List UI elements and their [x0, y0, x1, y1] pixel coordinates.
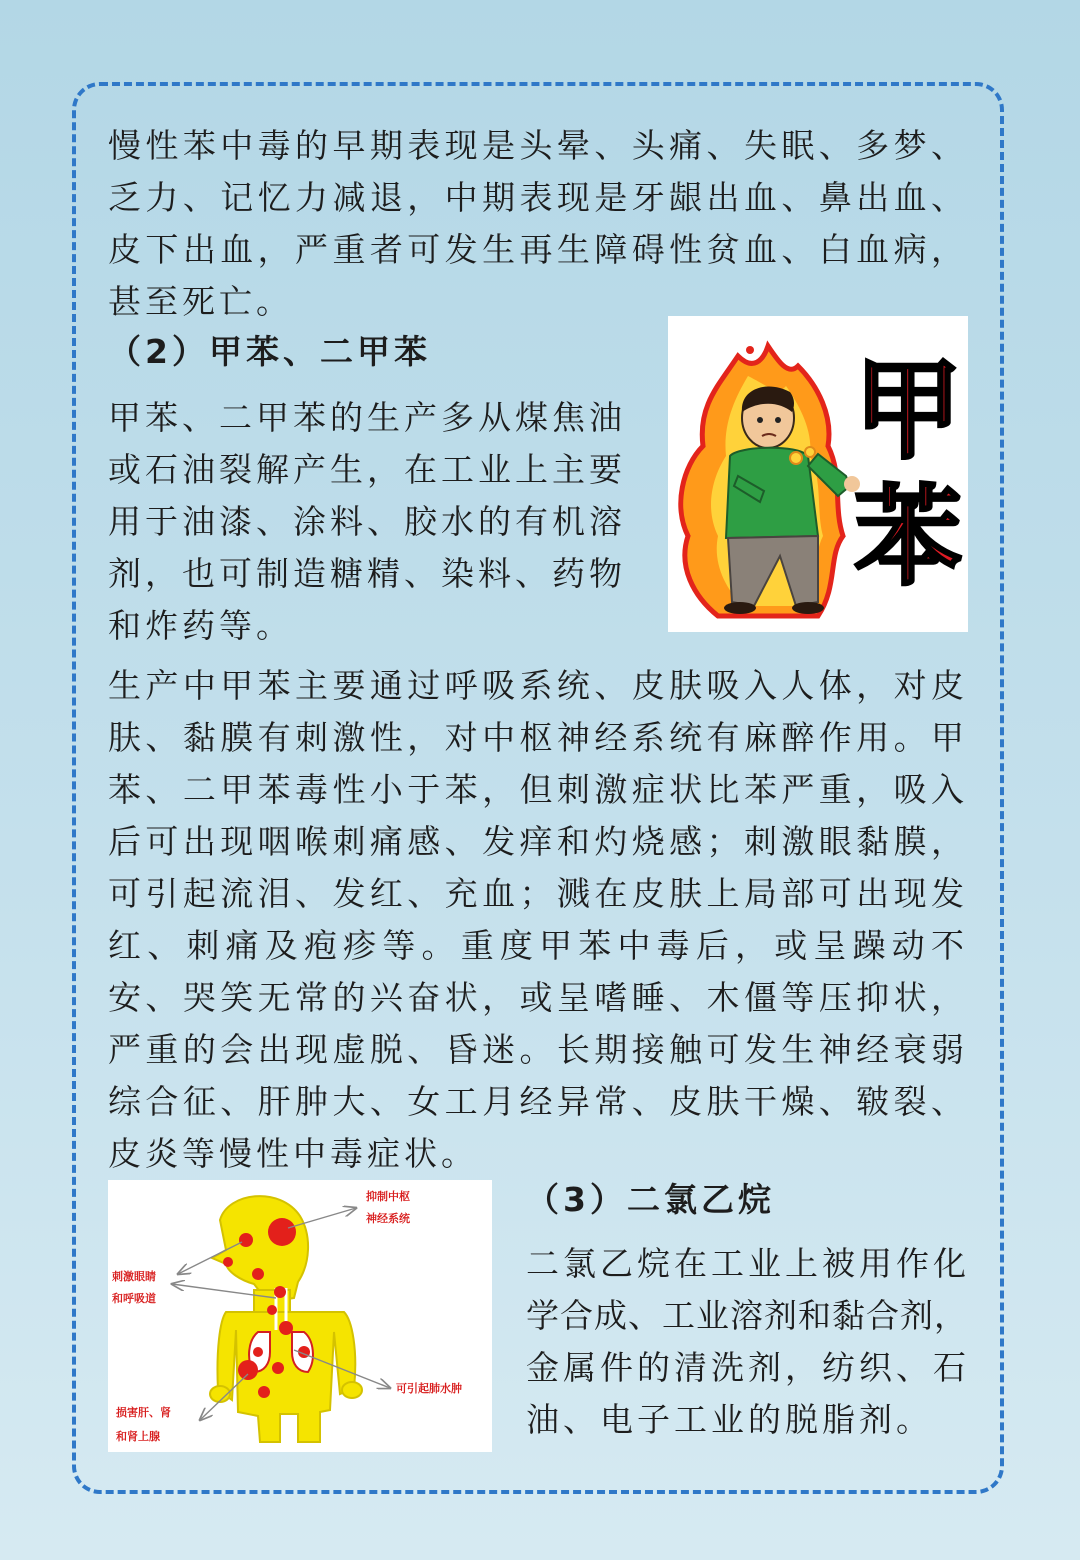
toluene-line: 用于油漆、涂料、胶水的有机溶 [108, 502, 626, 541]
dichloroethane-line: 学合成、工业溶剂和黏合剂， [526, 1296, 968, 1335]
toluene-heading: （2）甲苯、二甲苯 [108, 332, 431, 371]
burning-man-illustration [668, 316, 968, 632]
toluene-line: 剂，也可制造糖精、染料、药物 [108, 554, 626, 593]
intro-paragraph: 慢性苯中毒的早期表现是头晕、头痛、失眠、多梦、乏力、记忆力减退，中期表现是牙龈出血、鼻出血、皮下出血，严重者可发生再生障碍性贫血、白血病，甚至死亡。 [108, 126, 968, 321]
toluene-line: 和炸药等。 [108, 606, 293, 645]
label-cns-2: 神经系统 [366, 1212, 410, 1225]
label-liver-2: 和肾上腺 [116, 1430, 160, 1443]
dichloroethane-heading: （3）二氯乙烷 [526, 1180, 775, 1219]
dichloroethane-line: 金属件的清洗剂，纺织、石 [526, 1348, 970, 1387]
label-liver-1: 损害肝、肾 [116, 1406, 171, 1419]
label-lung: 可引起肺水肿 [396, 1382, 462, 1395]
label-cns-1: 抑制中枢 [366, 1190, 410, 1203]
dichloroethane-line: 油、电子工业的脱脂剂。 [526, 1400, 933, 1439]
toluene-line: 甲苯、二甲苯的生产多从煤焦油 [108, 398, 626, 437]
label-eyes-1: 刺激眼睛 [112, 1270, 156, 1283]
label-eyes-2: 和呼吸道 [112, 1292, 156, 1305]
dichloroethane-line: 二氯乙烷在工业上被用作化 [526, 1244, 970, 1283]
dichloroethane-diagram [108, 1180, 492, 1452]
green-shirt [726, 448, 818, 538]
toluene-illustration [668, 316, 968, 632]
toluene-text-1: 甲 [853, 349, 963, 474]
toluene-effects-paragraph: 生产中甲苯主要通过呼吸系统、皮肤吸入人体，对皮肤、黏膜有刺激性，对中枢神经系统有麻醉作用。甲苯、二甲苯毒性小于苯，但刺激症状比苯严重，吸入后可出现咽喉刺痛感、发痒和灼烧感；刺激眼黏膜，可引起流泪、发红、充血；溅在皮肤上局部可出现发红、刺痛及疱疹等。重度甲苯中毒后，或呈躁动不安、哭笑无常的兴奋状，或呈嗜睡、木僵等压抑状，严重的会出现虚脱、昏迷。长期接触可发生神经衰弱综合征、肝肿大、女工月经异常、皮肤干燥、皲裂、皮炎等慢性中毒症状。 [108, 666, 968, 1173]
body-organ-diagram [108, 1180, 492, 1452]
dichloroethane-paragraph [526, 1238, 971, 1446]
toluene-paragraph [108, 392, 628, 652]
toluene-text-2: 苯 [853, 475, 963, 600]
toluene-line: 或石油裂解产生，在工业上主要 [108, 450, 626, 489]
